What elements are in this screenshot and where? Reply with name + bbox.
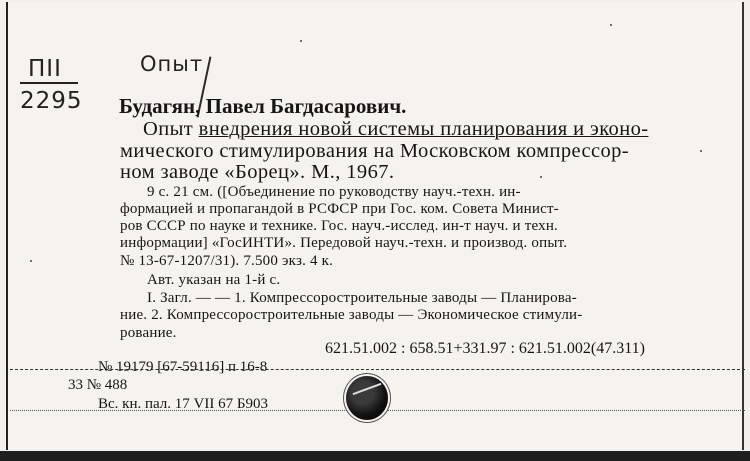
author-note: Авт. указан на 1-й с. <box>147 272 281 288</box>
speck <box>300 40 302 42</box>
speck <box>610 24 612 26</box>
accession-line-3: Вс. кн. пал. 17 VII 67 Б903 <box>98 396 268 412</box>
title-line-2: мического стимулирования на Московском компрессор- <box>120 140 630 162</box>
bottom-band <box>0 451 750 461</box>
title-line-1-pre: Опыт <box>143 118 199 140</box>
title-line-1 <box>143 118 648 141</box>
udc-classification: 621.51.002 : 658.51+331.97 : 621.51.002(47.311) <box>325 340 645 357</box>
description-line-4: информации] «ГосИНТИ». Передовой науч.-техн. и производ. опыт. <box>120 235 568 251</box>
title-line-1-underlined: внедрения новой системы планирования и эконо- <box>198 118 649 140</box>
subjects-line-1: I. Загл. — — 1. Компрессоростроительные заводы — Планирова- <box>147 290 577 306</box>
subjects-line-3: рование. <box>120 325 177 341</box>
shelf-mark <box>20 56 90 114</box>
speck <box>700 150 702 152</box>
accession-line-1: № 19179 [67-59116] п 16-8 <box>98 359 268 375</box>
title-line-3: ном заводе «Борец». М., 1967. <box>120 161 395 183</box>
handwritten-note: Опыт <box>140 52 204 76</box>
shelf-mark-top: ПII <box>20 56 78 84</box>
description-line-3: ров СССР по науке и технике. Гос. науч.-исслед. ин-т науч. и техн. <box>120 218 558 234</box>
subjects-line-2: ние. 2. Компрессоростроительные заводы — Экономическое стимули- <box>120 307 583 323</box>
description-line-2: формацией и пропагандой в РСФСР при Гос. ком. Совета Минист- <box>120 201 559 217</box>
speck <box>30 260 32 262</box>
description-line-5: № 13-67-1207/31). 7.500 экз. 4 к. <box>120 253 334 269</box>
description-line-1: 9 с. 21 см. ([Объединение по руководству науч.-техн. ин- <box>147 184 521 200</box>
ink-stamp <box>346 376 388 420</box>
accession-line-2: 33 № 488 <box>68 377 128 393</box>
author-heading: Будагян, Павел Багдасарович. <box>119 94 407 118</box>
shelf-mark-bottom: 2295 <box>20 88 83 114</box>
speck <box>540 176 542 178</box>
